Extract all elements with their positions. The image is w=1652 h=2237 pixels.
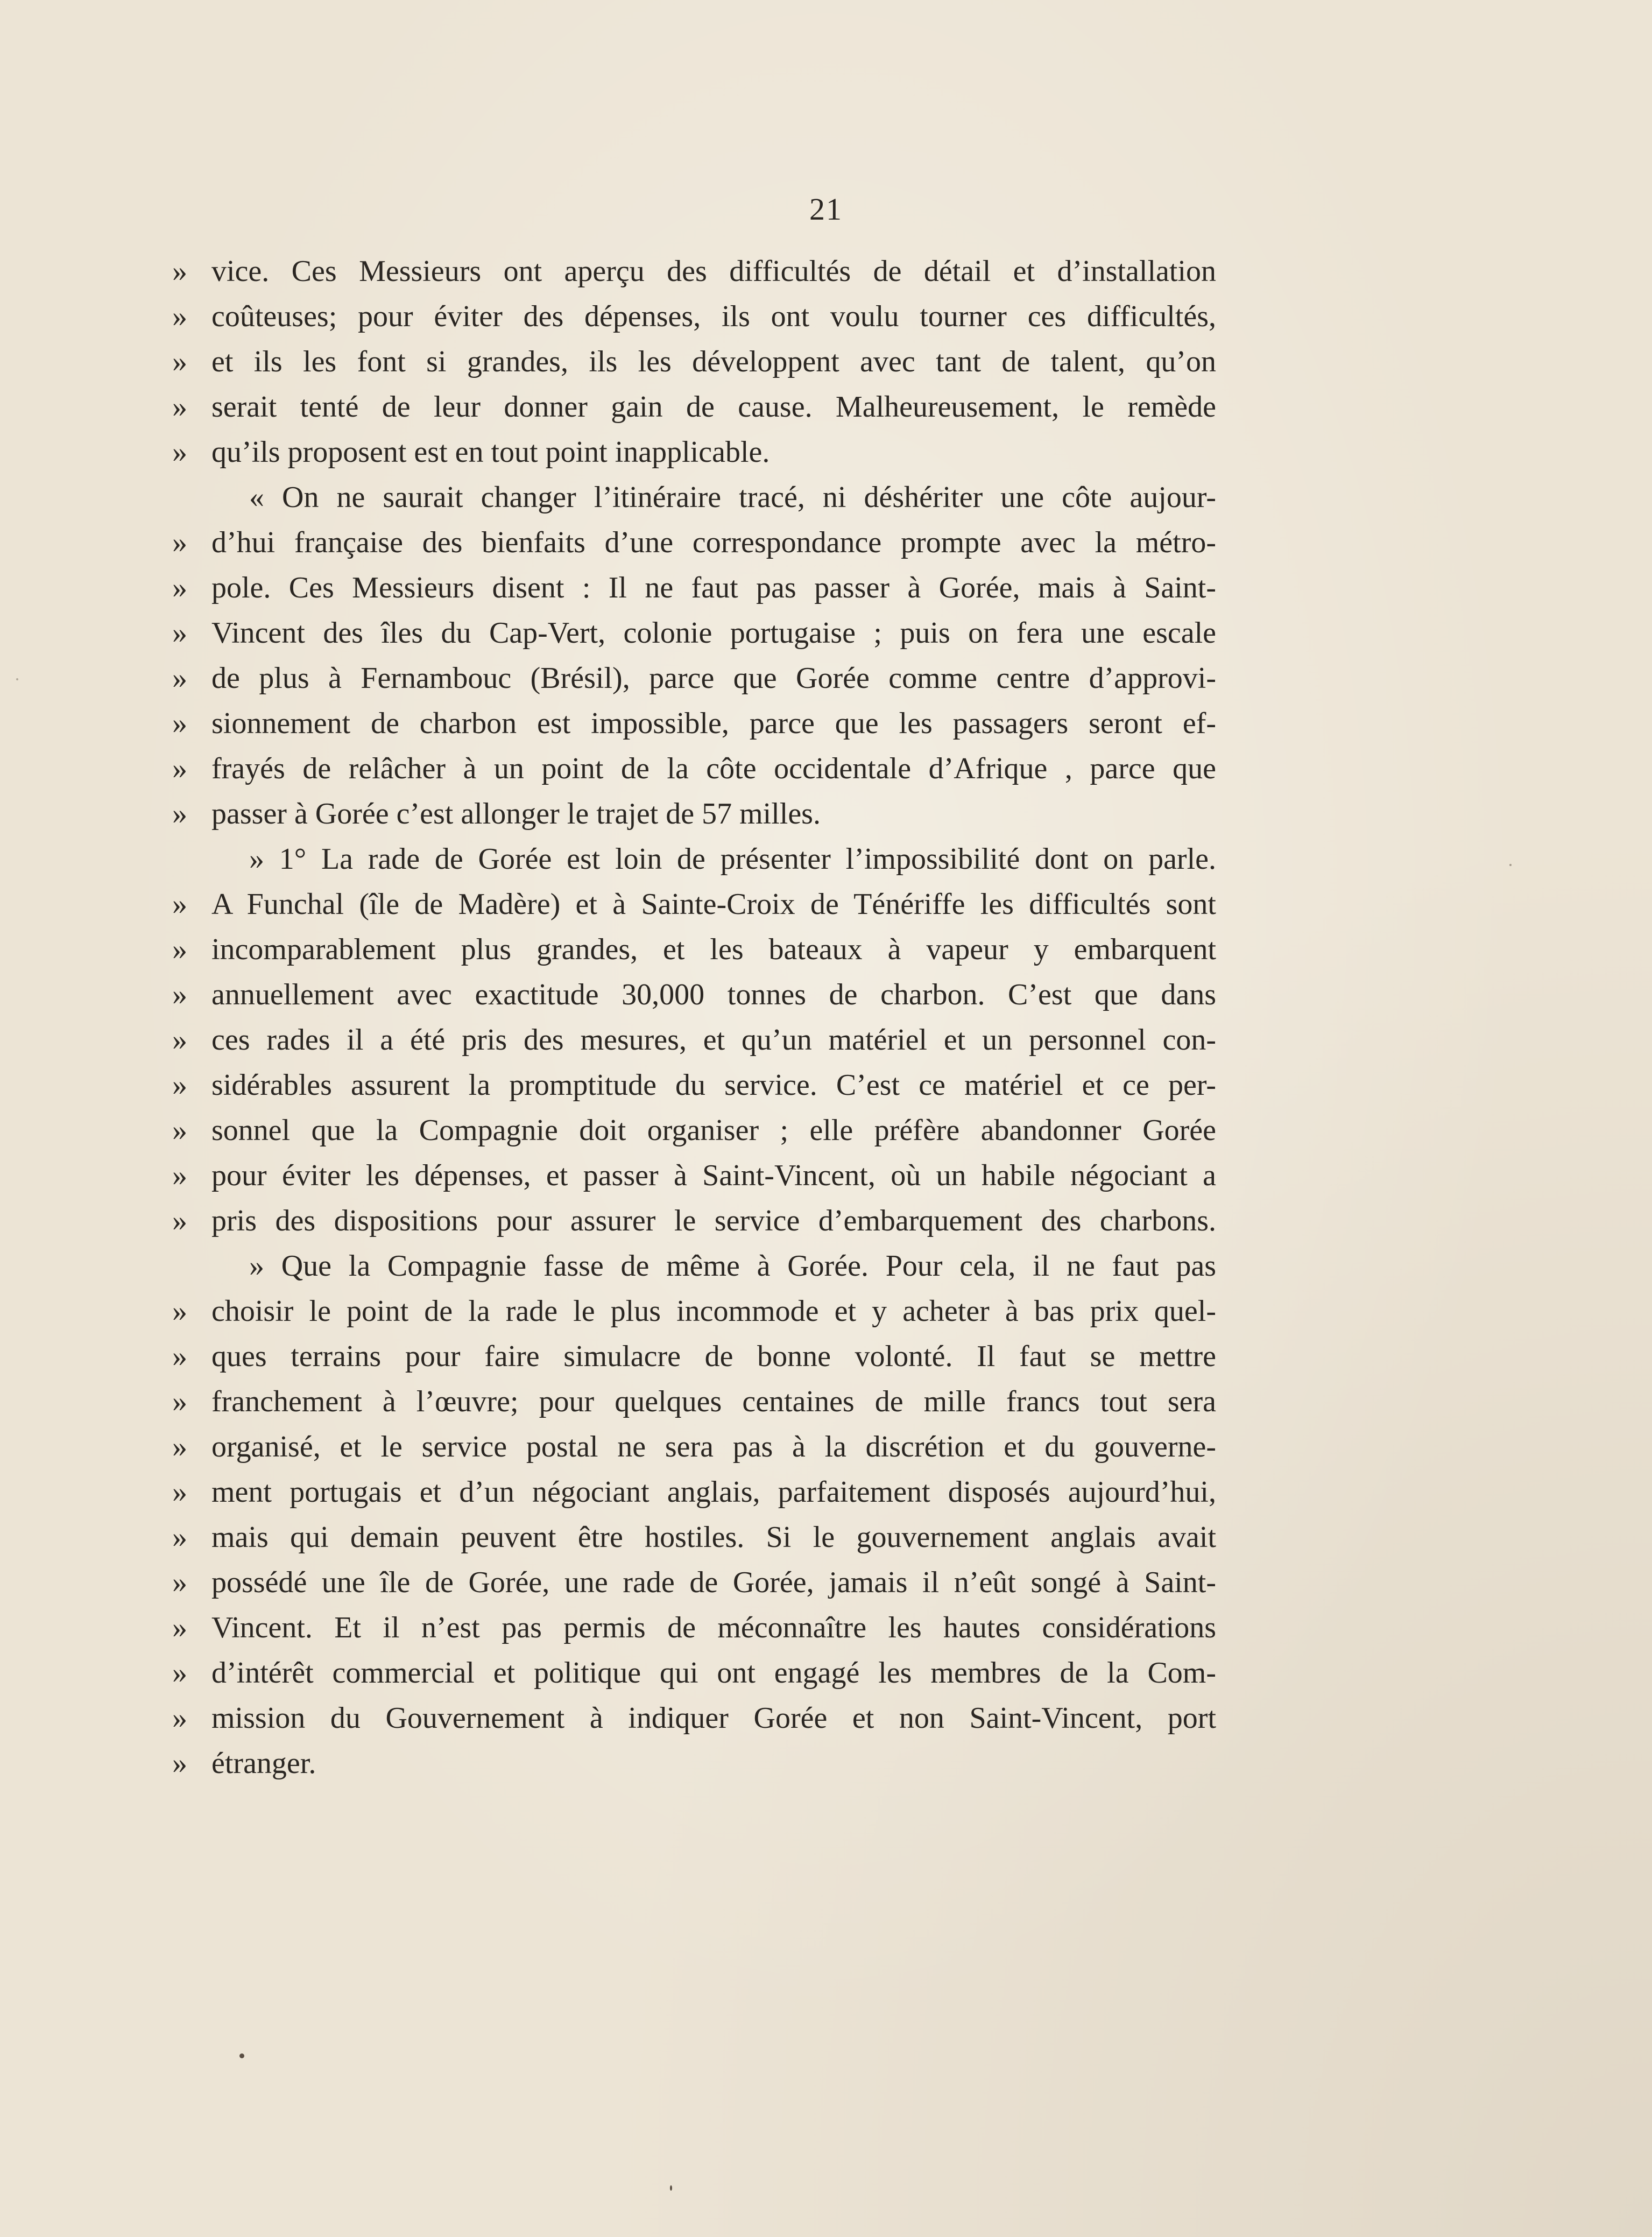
line-text: ces rades il a été pris des mesures, et qu’un matériel et un personnel con- <box>211 1023 1216 1057</box>
body-text <box>172 249 1216 1786</box>
line-text: sidérables assurent la promptitude du service. C’est ce matériel et ce per- <box>211 1068 1216 1102</box>
line-text: ques terrains pour faire simulacre de bonne volonté. Il faut se mettre <box>211 1340 1216 1373</box>
text-line <box>172 1334 1216 1379</box>
line-text: vice. Ces Messieurs ont aperçu des difficultés de détail et d’installation <box>211 255 1216 288</box>
text-line <box>172 882 1216 927</box>
line-text: qu’ils proposent est en tout point inapplicable. <box>211 435 770 469</box>
line-text: d’hui française des bienfaits d’une correspondance prompte avec la métro- <box>211 526 1216 559</box>
line-text: pole. Ces Messieurs disent : Il ne faut pas passer à Gorée, mais à Saint- <box>211 571 1216 604</box>
line-text: incomparablement plus grandes, et les bateaux à vapeur y embarquent <box>211 933 1216 966</box>
paragraph-start-line <box>172 836 1216 882</box>
line-text: annuellement avec exactitude 30,000 tonnes de charbon. C’est que dans <box>211 978 1216 1011</box>
text-line <box>172 1560 1216 1605</box>
line-guillemet: » <box>172 1340 187 1373</box>
line-text: pour éviter les dépenses, et passer à Saint-Vincent, où un habile négociant a <box>211 1159 1216 1192</box>
line-text: et ils les font si grandes, ils les développent avec tant de talent, qu’on <box>211 345 1216 378</box>
line-guillemet: » <box>172 797 187 831</box>
line-text: sonnel que la Compagnie doit organiser ; elle préfère abandonner Gorée <box>211 1114 1216 1147</box>
text-line <box>172 1650 1216 1696</box>
line-guillemet: » <box>172 1611 187 1644</box>
text-line <box>172 1379 1216 1424</box>
text-line <box>172 1741 1216 1786</box>
line-guillemet: » <box>172 571 187 604</box>
line-text: coûteuses; pour éviter des dépenses, ils ont voulu tourner ces difficultés, <box>211 300 1216 333</box>
line-text: » 1° La rade de Gorée est loin de présenter l’impossibilité dont on parle. <box>249 842 1216 876</box>
page-number: 21 <box>809 192 843 227</box>
text-line <box>172 746 1216 791</box>
line-text: d’intérêt commercial et politique qui ont engagé les membres de la Com- <box>211 1656 1216 1690</box>
text-line <box>172 1424 1216 1469</box>
line-text: mais qui demain peuvent être hostiles. Si le gouvernement anglais avait <box>211 1521 1216 1554</box>
line-text: choisir le point de la rade le plus incommode et y acheter à bas prix quel- <box>211 1295 1216 1328</box>
line-text: mission du Gouvernement à indiquer Gorée et non Saint-Vincent, port <box>211 1701 1216 1735</box>
line-text: passer à Gorée c’est allonger le trajet de 57 milles. <box>211 797 821 831</box>
text-line <box>172 1108 1216 1153</box>
line-guillemet: » <box>172 390 187 424</box>
text-line <box>172 384 1216 430</box>
paper-speck <box>1509 864 1512 866</box>
line-guillemet: » <box>172 888 187 921</box>
line-guillemet: » <box>172 1566 187 1599</box>
line-guillemet: » <box>172 1295 187 1328</box>
line-guillemet: » <box>172 933 187 966</box>
text-line <box>172 656 1216 701</box>
line-text: organisé, et le service postal ne sera pas à la discrétion et du gouverne- <box>211 1430 1216 1464</box>
line-text: franchement à l’œuvre; pour quelques centaines de mille francs tout sera <box>211 1385 1216 1418</box>
text-line <box>172 1063 1216 1108</box>
text-line <box>172 430 1216 475</box>
line-guillemet: » <box>172 1023 187 1057</box>
line-text: ment portugais et d’un négociant anglais, parfaitement disposés aujourd’hui, <box>211 1475 1216 1509</box>
paper-speck <box>16 678 18 680</box>
text-line <box>172 1017 1216 1063</box>
line-guillemet: » <box>172 1385 187 1418</box>
line-guillemet: » <box>172 345 187 378</box>
line-text: Vincent des îles du Cap-Vert, colonie portugaise ; puis on fera une escale <box>211 616 1216 650</box>
text-line <box>172 927 1216 972</box>
paragraph-start-line <box>172 475 1216 520</box>
line-guillemet: » <box>172 1068 187 1102</box>
line-text: frayés de relâcher à un point de la côte occidentale d’Afrique , parce que <box>211 752 1216 785</box>
line-guillemet: » <box>172 1701 187 1735</box>
line-guillemet: » <box>172 1475 187 1509</box>
line-guillemet: » <box>172 1747 187 1780</box>
line-guillemet: » <box>172 1521 187 1554</box>
line-text: serait tenté de leur donner gain de cause. Malheureusement, le remède <box>211 390 1216 424</box>
text-line <box>172 610 1216 656</box>
line-guillemet: » <box>172 1114 187 1147</box>
text-line <box>172 1153 1216 1198</box>
text-line <box>172 249 1216 294</box>
text-line <box>172 1198 1216 1243</box>
line-text: pris des dispositions pour assurer le service d’embarquement des charbons. <box>211 1204 1216 1237</box>
text-line <box>172 1289 1216 1334</box>
line-text: de plus à Fernambouc (Brésil), parce que Gorée comme centre d’approvi- <box>211 662 1216 695</box>
line-text: sionnement de charbon est impossible, parce que les passagers seront ef- <box>211 707 1216 740</box>
line-guillemet: » <box>172 978 187 1011</box>
line-guillemet: » <box>172 752 187 785</box>
text-line <box>172 1605 1216 1650</box>
line-guillemet: » <box>172 300 187 333</box>
text-line <box>172 339 1216 384</box>
line-text: » Que la Compagnie fasse de même à Gorée. Pour cela, il ne faut pas <box>249 1249 1216 1283</box>
line-text: étranger. <box>211 1747 316 1780</box>
line-guillemet: » <box>172 255 187 288</box>
line-text: « On ne saurait changer l’itinéraire tracé, ni déshériter une côte aujour- <box>249 481 1216 514</box>
text-line <box>172 972 1216 1017</box>
line-guillemet: » <box>172 435 187 469</box>
line-guillemet: » <box>172 526 187 559</box>
line-guillemet: » <box>172 1159 187 1192</box>
text-line <box>172 701 1216 746</box>
line-guillemet: » <box>172 1204 187 1237</box>
text-line <box>172 294 1216 339</box>
line-text: A Funchal (île de Madère) et à Sainte-Croix de Ténériffe les difficultés sont <box>211 888 1216 921</box>
text-line <box>172 1515 1216 1560</box>
paragraph-start-line <box>172 1243 1216 1289</box>
line-guillemet: » <box>172 1656 187 1690</box>
line-guillemet: » <box>172 616 187 650</box>
line-text: possédé une île de Gorée, une rade de Gorée, jamais il n’eût songé à Saint- <box>211 1566 1216 1599</box>
line-guillemet: » <box>172 1430 187 1464</box>
paper-speck <box>670 2185 672 2191</box>
paper-speck <box>239 2053 244 2058</box>
line-guillemet: » <box>172 707 187 740</box>
text-line <box>172 565 1216 610</box>
text-line <box>172 520 1216 565</box>
text-line <box>172 791 1216 836</box>
text-line <box>172 1696 1216 1741</box>
line-guillemet: » <box>172 662 187 695</box>
line-text: Vincent. Et il n’est pas permis de méconnaître les hautes considérations <box>211 1611 1216 1644</box>
text-line <box>172 1469 1216 1515</box>
